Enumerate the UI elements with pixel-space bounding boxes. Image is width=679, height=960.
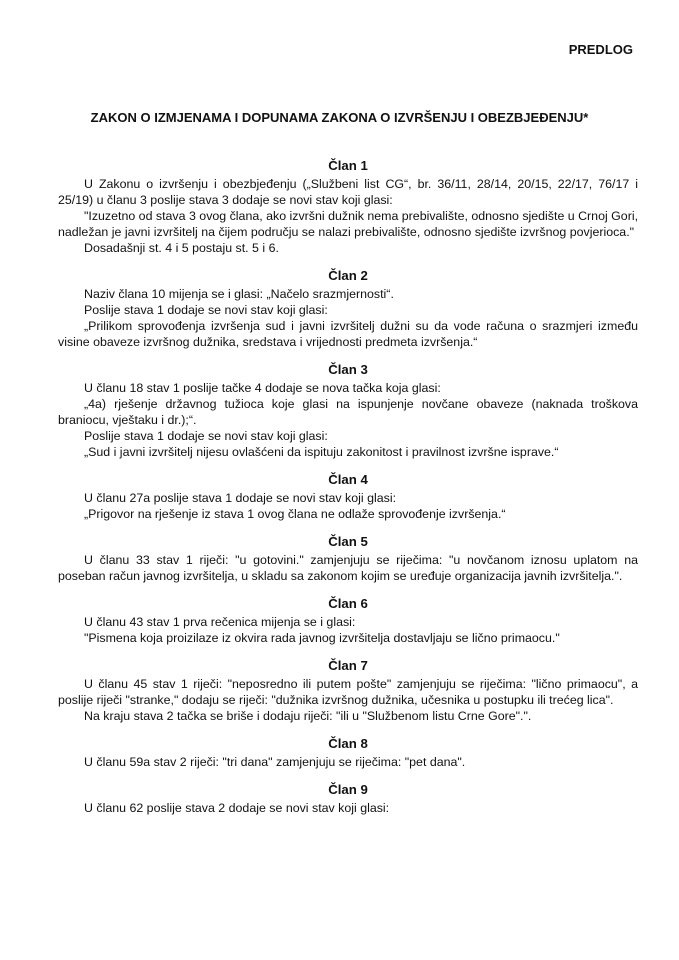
article-heading: Član 6 — [328, 596, 368, 611]
article-paragraph: „Prigovor na rješenje iz stava 1 ovog člana ne odlaže sprovođenje izvršenja.“ — [84, 507, 506, 521]
article-paragraph: „Sud i javni izvršitelj nijesu ovlašćeni da ispituju zakonitost i pravilnost izvršne isprave.“ — [84, 445, 559, 459]
article-paragraph: U Zakonu o izvršenju i obezbjeđenju („Službeni list CG“, br. 36/11, 28/14, 20/15, 22/17, 76/17 i 25/19) u članu 3 poslije stava 3 dodaje se novi stav koji glasi: — [58, 177, 638, 207]
article-paragraph: Na kraju stava 2 tačka se briše i dodaju riječi: "ili u "Službenom listu Crne Gore".". — [84, 709, 532, 723]
proposal-label: PREDLOG — [568, 42, 633, 57]
article-heading: Član 2 — [328, 268, 368, 283]
article-6 — [58, 596, 638, 646]
article-heading: Član 1 — [328, 158, 368, 173]
article-paragraph: U članu 62 poslije stava 2 dodaje se novi stav koji glasi: — [84, 801, 390, 815]
article-5 — [58, 534, 638, 584]
article-heading: Član 5 — [328, 534, 368, 549]
article-4 — [58, 472, 638, 522]
article-paragraph: Naziv člana 10 mijenja se i glasi: „Načelo srazmjernosti“. — [84, 287, 394, 301]
article-heading: Član 7 — [328, 658, 368, 673]
article-9 — [58, 782, 638, 816]
article-paragraph: "Izuzetno od stava 3 ovog člana, ako izvršni dužnik nema prebivalište, odnosno sjedište u Crnoj Gori, nadležan je javni izvršitelj na čijem području se nalazi prebivalište, odnosno sjedište izvršnog povjerioca." — [58, 209, 639, 239]
article-paragraph: „4a) rješenje državnog tužioca koje glasi na ispunjenje novčane obaveze (naknada troškova braniocu, vještaku i dr.);“. — [58, 397, 638, 427]
article-2 — [58, 268, 638, 350]
article-3 — [58, 362, 638, 460]
article-paragraph: Poslije stava 1 dodaje se novi stav koji glasi: — [84, 303, 328, 317]
article-paragraph: Dosadašnji st. 4 i 5 postaju st. 5 i 6. — [84, 241, 279, 255]
article-paragraph: U članu 43 stav 1 prva rečenica mijenja se i glasi: — [84, 615, 356, 629]
article-paragraph: Poslije stava 1 dodaje se novi stav koji glasi: — [84, 429, 328, 443]
article-paragraph: U članu 59a stav 2 riječi: "tri dana" zamjenjuju se riječima: "pet dana". — [84, 755, 466, 769]
article-8 — [58, 736, 638, 770]
article-paragraph: U članu 45 stav 1 riječi: "neposredno ili putem pošte" zamjenjuju se riječima: "lično primaocu", a poslije riječi "stranke," dodaju se riječi: "dužnika izvršnog dužnika, učesnika u postupku ili trećeg lica". — [58, 677, 638, 707]
article-paragraph: U članu 18 stav 1 poslije tačke 4 dodaje se nova tačka koja glasi: — [84, 381, 441, 395]
article-1 — [58, 158, 638, 256]
article-paragraph: U članu 33 stav 1 riječi: "u gotovini." zamjenjuju se riječima: "u novčanom iznosu uplatom na poseban račun javnog izvršitelja, u skladu sa zakonom kojim se uređuje organizacija javnih izvršitelja.". — [58, 553, 638, 583]
document-title: ZAKON O IZMJENAMA I DOPUNAMA ZAKONA O IZVRŠENJU I OBEZBJEĐENJU* — [90, 110, 589, 125]
article-heading: Član 3 — [328, 362, 368, 377]
article-paragraph: U članu 27a poslije stava 1 dodaje se novi stav koji glasi: — [84, 491, 397, 505]
article-paragraph: „Prilikom sprovođenja izvršenja sud i javni izvršitelj dužni su da vode računa o srazmjeri između visine obaveze izvršnog dužnika, sredstava i vrijednosti predmeta izvršenja.“ — [58, 319, 638, 349]
article-heading: Član 8 — [328, 736, 368, 751]
article-7 — [58, 658, 638, 724]
article-paragraph: "Pismena koja proizilaze iz okvira rada javnog izvršitelja dostavljaju se lično primaocu." — [84, 631, 560, 645]
article-heading: Član 4 — [328, 472, 368, 487]
articles-container — [58, 158, 638, 828]
article-heading: Član 9 — [328, 782, 368, 797]
